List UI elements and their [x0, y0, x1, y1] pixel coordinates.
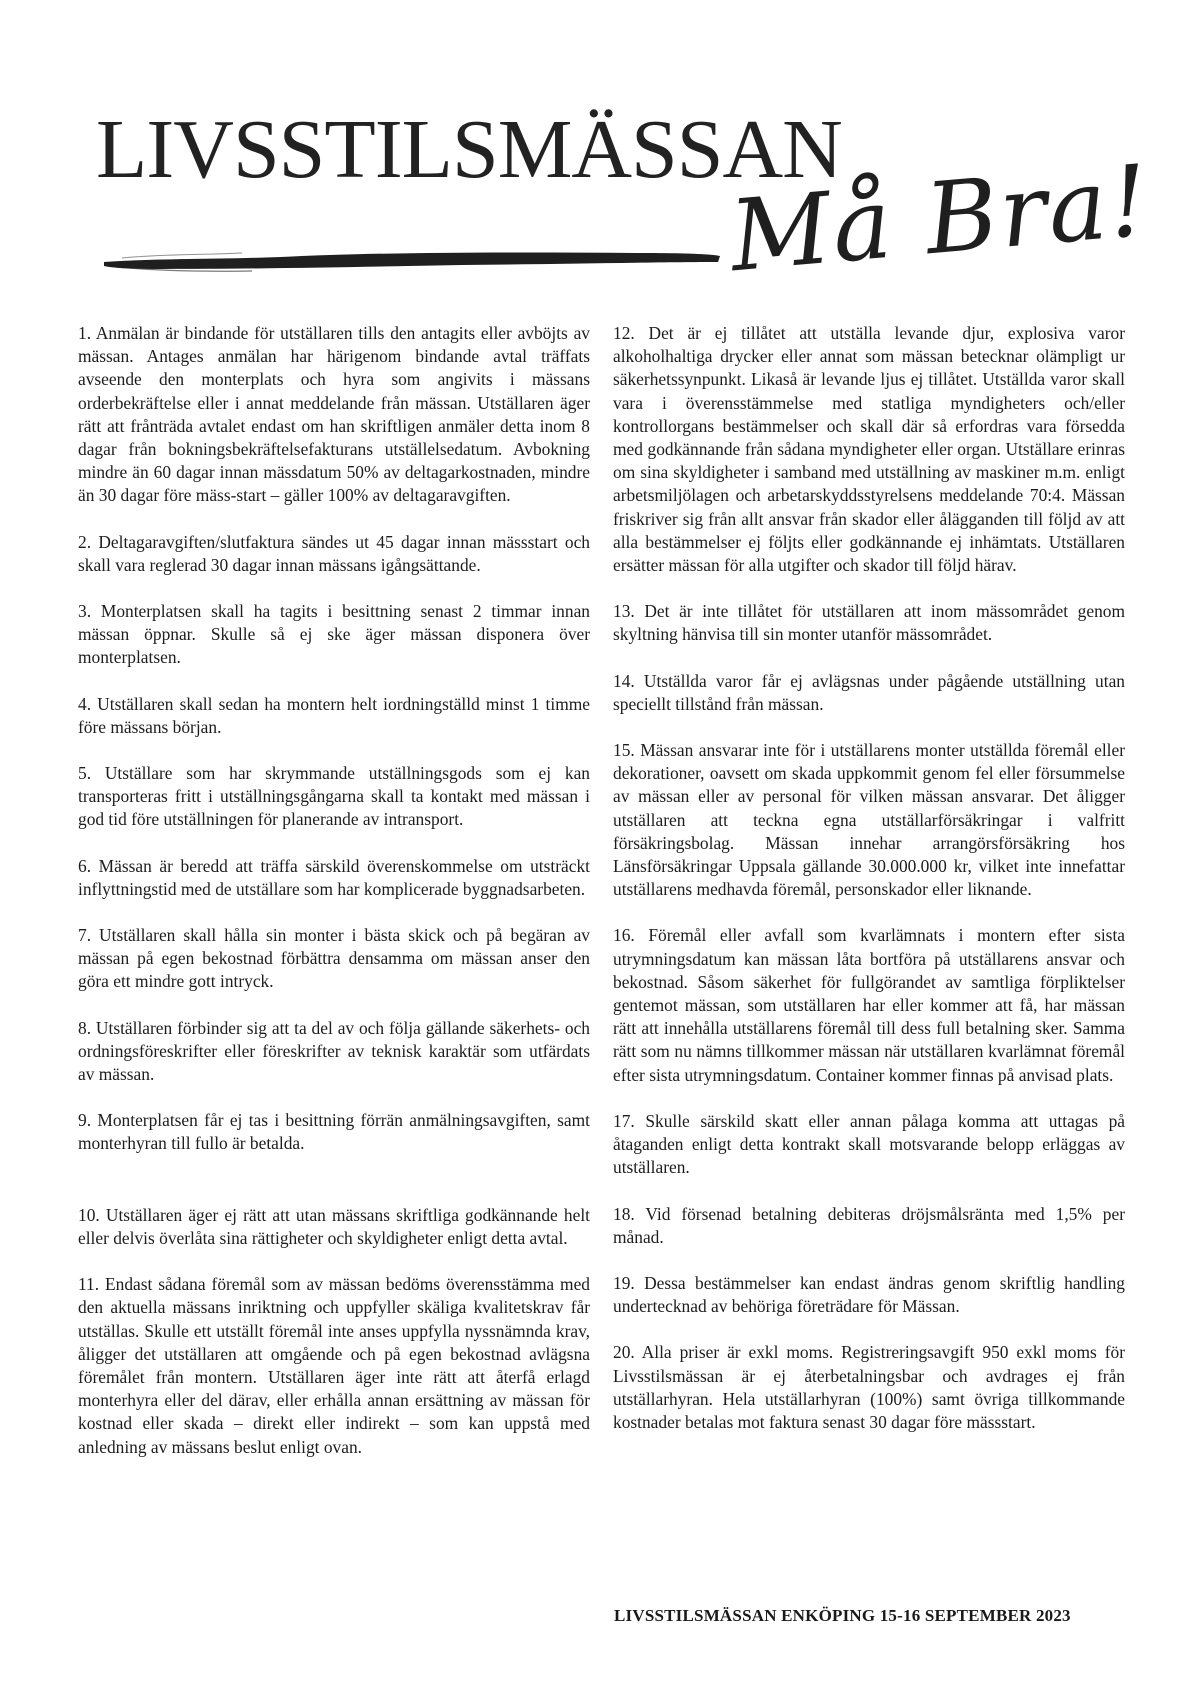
- term-18: 18. Vid försenad betalning debiteras dröjsmålsränta med 1,5% per månad.: [613, 1203, 1125, 1247]
- term-5: 5. Utställare som har skrymmande utställningsgods som ej kan transporteras fritt i utställningsgångarna skall ta kontakt med mässan i god tid före utställningen för planerande av intransport.: [78, 763, 590, 830]
- term-8: 8. Utställaren förbinder sig att ta del av och följa gällande säkerhets- och ordningsföreskrifter eller föreskrifter av teknisk karaktär som utfärdats av mässan.: [78, 1017, 590, 1085]
- terms-column-left: [78, 322, 590, 1459]
- term-1: 1. Anmälan är bindande för utställaren tills den antagits eller avböjts av mässan. Antages anmälan har härigenom bindande avtal träffats avseende den monterplats och hyra som angivits i mässans orderbekräftelse eller i annat meddelande från mässan. Utställaren äger rätt att frånträda avtalet endast om han skriftligen anmäler detta inom 8 dagar från bokningsbekräftelsefakturans utställelsedatum. Avbokning mindre än 60 dagar innan mässdatum 50% av deltagarkostnaden, mindre än 30 dagar före mäss-start – gäller 100% av deltagaravgiften.: [78, 323, 590, 506]
- term-4: 4. Utställaren skall sedan ha montern helt iordningställd minst 1 timme före mässans början.: [78, 693, 590, 737]
- term-3: 3. Monterplatsen skall ha tagits i besittning senast 2 timmar innan mässan öppnar. Skulle så ej ske äger mässan disponera över monterplatsen.: [78, 601, 590, 668]
- tagline-script: Må Bra!: [725, 144, 1155, 295]
- term-9: 9. Monterplatsen får ej tas i besittning förrän anmälningsavgiften, samt monterhyran till fullo är betalda.: [78, 1110, 590, 1154]
- term-6: 6. Mässan är beredd att träffa särskild överenskommelse om utsträckt inflyttningstid med de utställare som har komplicerade byggnadsarbeten.: [78, 855, 590, 899]
- term-15: 15. Mässan ansvarar inte för i utställarens monter utställda föremål eller dekorationer, oavsett om skada uppkommit genom fel eller försummelse av mässan eller av personal för vilken mässan ansvarar. Det åligger utställaren att teckna egna utställarförsäkringar i valfritt försäkringsbolag. Mässan innehar arrangörsförsäkring hos Länsförsäkringar Uppsala gällande 30.000.000 kr, vilket inte innefattar utställarens medhavda föremål, personskador eller liknande.: [613, 740, 1125, 900]
- term-19: 19. Dessa bestämmelser kan endast ändras genom skriftlig handling undertecknad av behöriga företrädare för Mässan.: [613, 1272, 1125, 1317]
- term-17: 17. Skulle särskild skatt eller annan pålaga komma att uttagas på åtaganden enligt detta kontrakt skall motsvarande belopp erläggas av utställaren.: [613, 1110, 1125, 1178]
- term-13: 13. Det är inte tillåtet för utställaren att inom mässområdet genom skyltning hänvisa till sin monter utanför mässområdet.: [613, 601, 1125, 645]
- term-20: 20. Alla priser är exkl moms. Registreringsavgift 950 exkl moms för Livsstilsmässan är ej återbetalningsbar och avdrages ej från utställarhyran. Hela utställarhyran (100%) samt övriga tillkommande kostnader betalas mot faktura senast 30 dagar före mässstart.: [613, 1342, 1125, 1432]
- term-2: 2. Deltagaravgiften/slutfaktura sändes ut 45 dagar innan mässstart och skall vara reglerad 30 dagar innan mässans igångsättande.: [78, 531, 590, 575]
- page-title: LIVSSTILSMÄSSAN: [96, 103, 842, 196]
- term-16: 16. Föremål eller avfall som kvarlämnats i montern efter sista utrymningsdatum kan mässan låta bortföra på utställarens ansvar och bekostnad. Såsom säkerhet för fullgörandet av samtliga förpliktelser gentemot mässan, som utställaren har eller kommer att få, har mässan rätt att innehålla utställarens föremål till dess full betalning sker. Samma rätt som nu nämns tillkommer mässan när utställaren kvarlämnat föremål efter sista utrymningsdatum. Container kommer finnas på anvisad plats.: [613, 925, 1125, 1085]
- term-14: 14. Utställda varor får ej avlägsnas under pågående utställning utan speciellt tillstånd från mässan.: [613, 670, 1125, 714]
- terms-column-right: [613, 322, 1125, 1434]
- event-footer: LIVSSTILSMÄSSAN ENKÖPING 15-16 SEPTEMBER 2023: [614, 1606, 1071, 1625]
- term-10: 10. Utställaren äger ej rätt att utan mässans skriftliga godkännande helt eller delvis överlåta sina rättigheter och skyldigheter enligt detta avtal.: [78, 1204, 590, 1248]
- brush-stroke-divider: [102, 240, 722, 276]
- term-11: 11. Endast sådana föremål som av mässan bedöms överensstämma med den aktuella mässans inriktning och uppfyller skäliga kvalitetskrav får utställas. Skulle ett utställt föremål inte anses uppfylla nyssnämnda krav, åligger det utställaren att omgående och på egen bekostnad avlägsna föremålet från montern. Utställaren äger inte rätt att återfå erlagd monterhyra eller del därav, eller erhålla annan ersättning av mässan för kostnad eller skada – direkt eller indirekt – som kan uppstå med anledning av mässans beslut enligt ovan.: [78, 1274, 590, 1457]
- term-12: 12. Det är ej tillåtet att utställa levande djur, explosiva varor alkoholhaltiga drycker eller annat som mässan betecknar olämpligt ur säkerhetssynpunkt. Likaså är levande ljus ej tillåtet. Utställda varor skall vara i överensstämmelse med statliga myndigheters och/eller kontrollorgans bestämmelser och skall där så erfordras vara försedda med godkännande från sådana myndigheter eller organ. Utställare erinras om sina skyldigheter i samband med utställning av maskiner m.m. enligt arbetsmiljölagen och arbetarskyddsstyrelsens meddelande 70:4. Mässan friskriver sig från allt ansvar från skador eller ålägganden till följd av att alla bestämmelser ej följts eller godkännande ej inhämtats. Utställaren ersätter mässan för alla utgifter och skador till följd härav.: [613, 323, 1125, 576]
- term-7: 7. Utställaren skall hålla sin monter i bästa skick och på begäran av mässan på egen bekostnad förbättra densamma om mässan anser den göra ett mindre gott intryck.: [78, 925, 590, 992]
